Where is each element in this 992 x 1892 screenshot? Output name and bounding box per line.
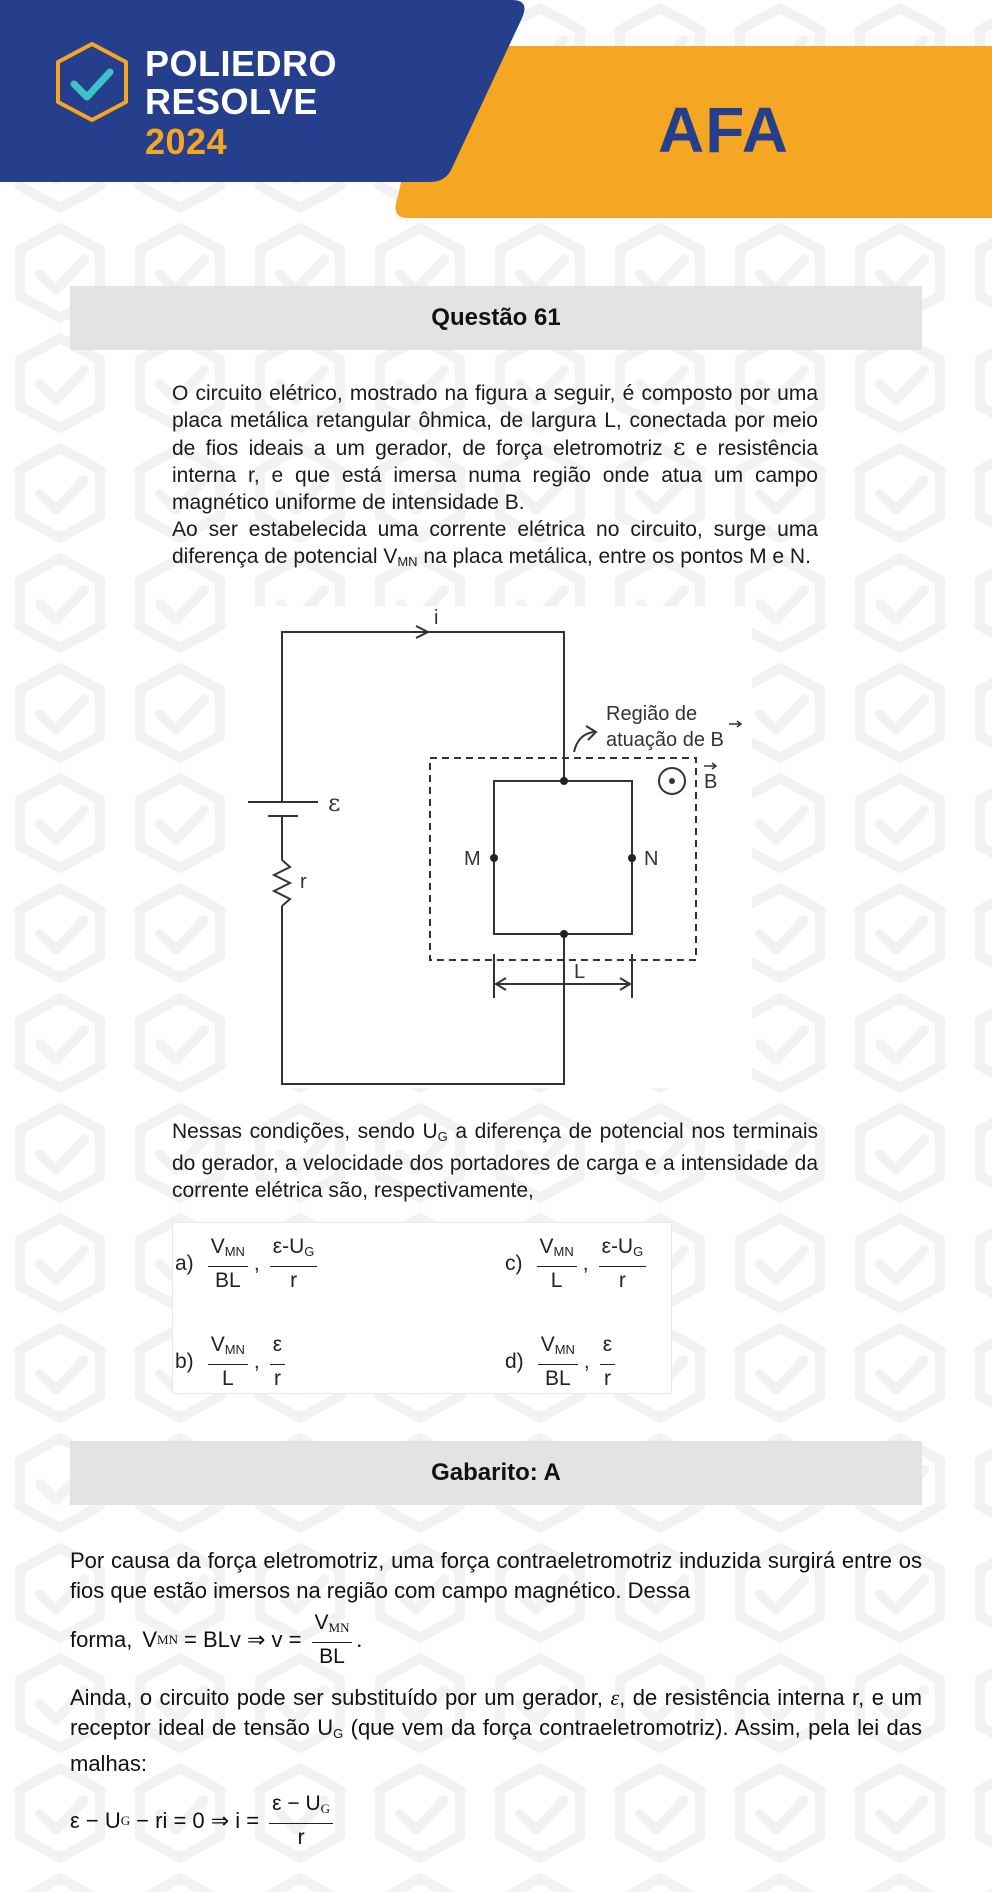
answer-equation-1-line: forma, V MN = BLv ⇒ v = $\frac{V_{MN}}{BL}$ . [70, 1611, 362, 1668]
brand-year: 2024 [145, 121, 228, 162]
metal-plate [494, 781, 632, 934]
option-a-velocity: $\frac{V_{MN}}{BL}$ [208, 1235, 248, 1293]
option-a-current: $\frac{\varepsilon-U_G}{r}$ [270, 1235, 318, 1293]
point-m-label: M [464, 848, 481, 870]
current-label: i [434, 607, 439, 629]
circuit-diagram [244, 606, 752, 1088]
resistor-label: r [300, 871, 307, 893]
option-a[interactable]: a) $\frac{V_{MN}}{BL}$ , $\frac{\varepsilon-U_G}{r}$ [175, 1235, 321, 1293]
option-b-current: $\frac{\varepsilon}{r}$ [270, 1333, 285, 1391]
check-hexagon-logo-icon [52, 40, 132, 124]
width-label: L [574, 961, 586, 983]
option-d-current: $\frac{\varepsilon}{r}$ [600, 1333, 615, 1391]
question-paragraph-3: Nessas condições, sendo $U_G$ a diferença de potencial nos terminais do gerador, a velocidade dos portadores de carga e a intensidade da corrente elétrica são, respectivamente, [172, 1120, 818, 1202]
answer-title: Gabarito: A [431, 1459, 561, 1486]
region-label-line1: Região de [606, 703, 698, 725]
brand-name-line2: RESOLVE [145, 81, 318, 122]
option-b[interactable]: b) $\frac{V_{MN}}{L}$ , $\frac{\varepsilon}{r}$ [175, 1333, 289, 1391]
option-d[interactable]: d) $\frac{V_{MN}}{BL}$ , $\frac{\varepsilon}{r}$ [505, 1333, 619, 1391]
answer-title-bar [70, 1441, 922, 1505]
question-title-bar [70, 286, 922, 350]
exam-title: AFA [658, 94, 789, 166]
option-c-velocity: $\frac{V_{MN}}{L}$ [537, 1235, 577, 1293]
wire-top [282, 632, 564, 801]
resistor [274, 860, 290, 906]
question-statement [172, 380, 818, 575]
wire-bottom [282, 906, 564, 1084]
equation-current: ε − U G − ri = 0 ⇒ i = $\frac{\varepsilon - U_G}{r}$ [70, 1791, 337, 1850]
point-n-label: N [644, 848, 659, 870]
option-b-velocity: $\frac{V_{MN}}{L}$ [208, 1333, 248, 1391]
question-paragraph-1: O circuito elétrico, mostrado na figura a seguir, é composto por uma placa metálica retangular ôhmica, de largura L, conectada por meio de fios ideais a um gerador, de força eletromotriz ε e resistência interna r, e que está imersa numa região onde atua um campo magnético uniforme de intensidade B. [172, 382, 819, 514]
answer-explanation [70, 1546, 922, 1850]
answer-paragraph-2: Ainda, o circuito pode ser substituído por um gerador, ε, de resistência interna r, e um receptor ideal de tensão $U_G$ (que vem da força contraeletromotriz). Assim, pela lei das malhas: [70, 1685, 922, 1776]
answer-equation-2-line [70, 1791, 922, 1850]
question-title: Questão 61 [431, 304, 561, 331]
option-c[interactable]: c) $\frac{V_{MN}}{L}$ , $\frac{\varepsilon-U_G}{r}$ [505, 1235, 650, 1293]
equation-velocity: V MN = BLv ⇒ v = $\frac{V_{MN}}{BL}$ . [142, 1611, 362, 1668]
option-d-velocity: $\frac{V_{MN}}{BL}$ [538, 1333, 578, 1391]
emf-symbol: ε [672, 433, 686, 461]
question-paragraph-2: Ao ser estabelecida uma corrente elétrica no circuito, surge uma diferença de potencial $V_{MN}$ na placa metálica, entre os pontos M e N. [172, 518, 818, 569]
brand-name-line1: POLIEDRO [145, 43, 338, 84]
option-c-current: $\frac{\varepsilon-U_G}{r}$ [599, 1235, 647, 1293]
region-pointer-arrow [574, 732, 594, 752]
region-label-line2: atuação de B [606, 729, 724, 751]
answer-options [172, 1222, 672, 1394]
field-label: B [704, 771, 718, 793]
emf-label: ε [328, 789, 341, 817]
answer-paragraph-1: Por causa da força eletromotriz, uma força contraeletromotriz induzida surgirá entre os fios que estão imersos na região com campo magnético. Dessa [70, 1548, 922, 1603]
